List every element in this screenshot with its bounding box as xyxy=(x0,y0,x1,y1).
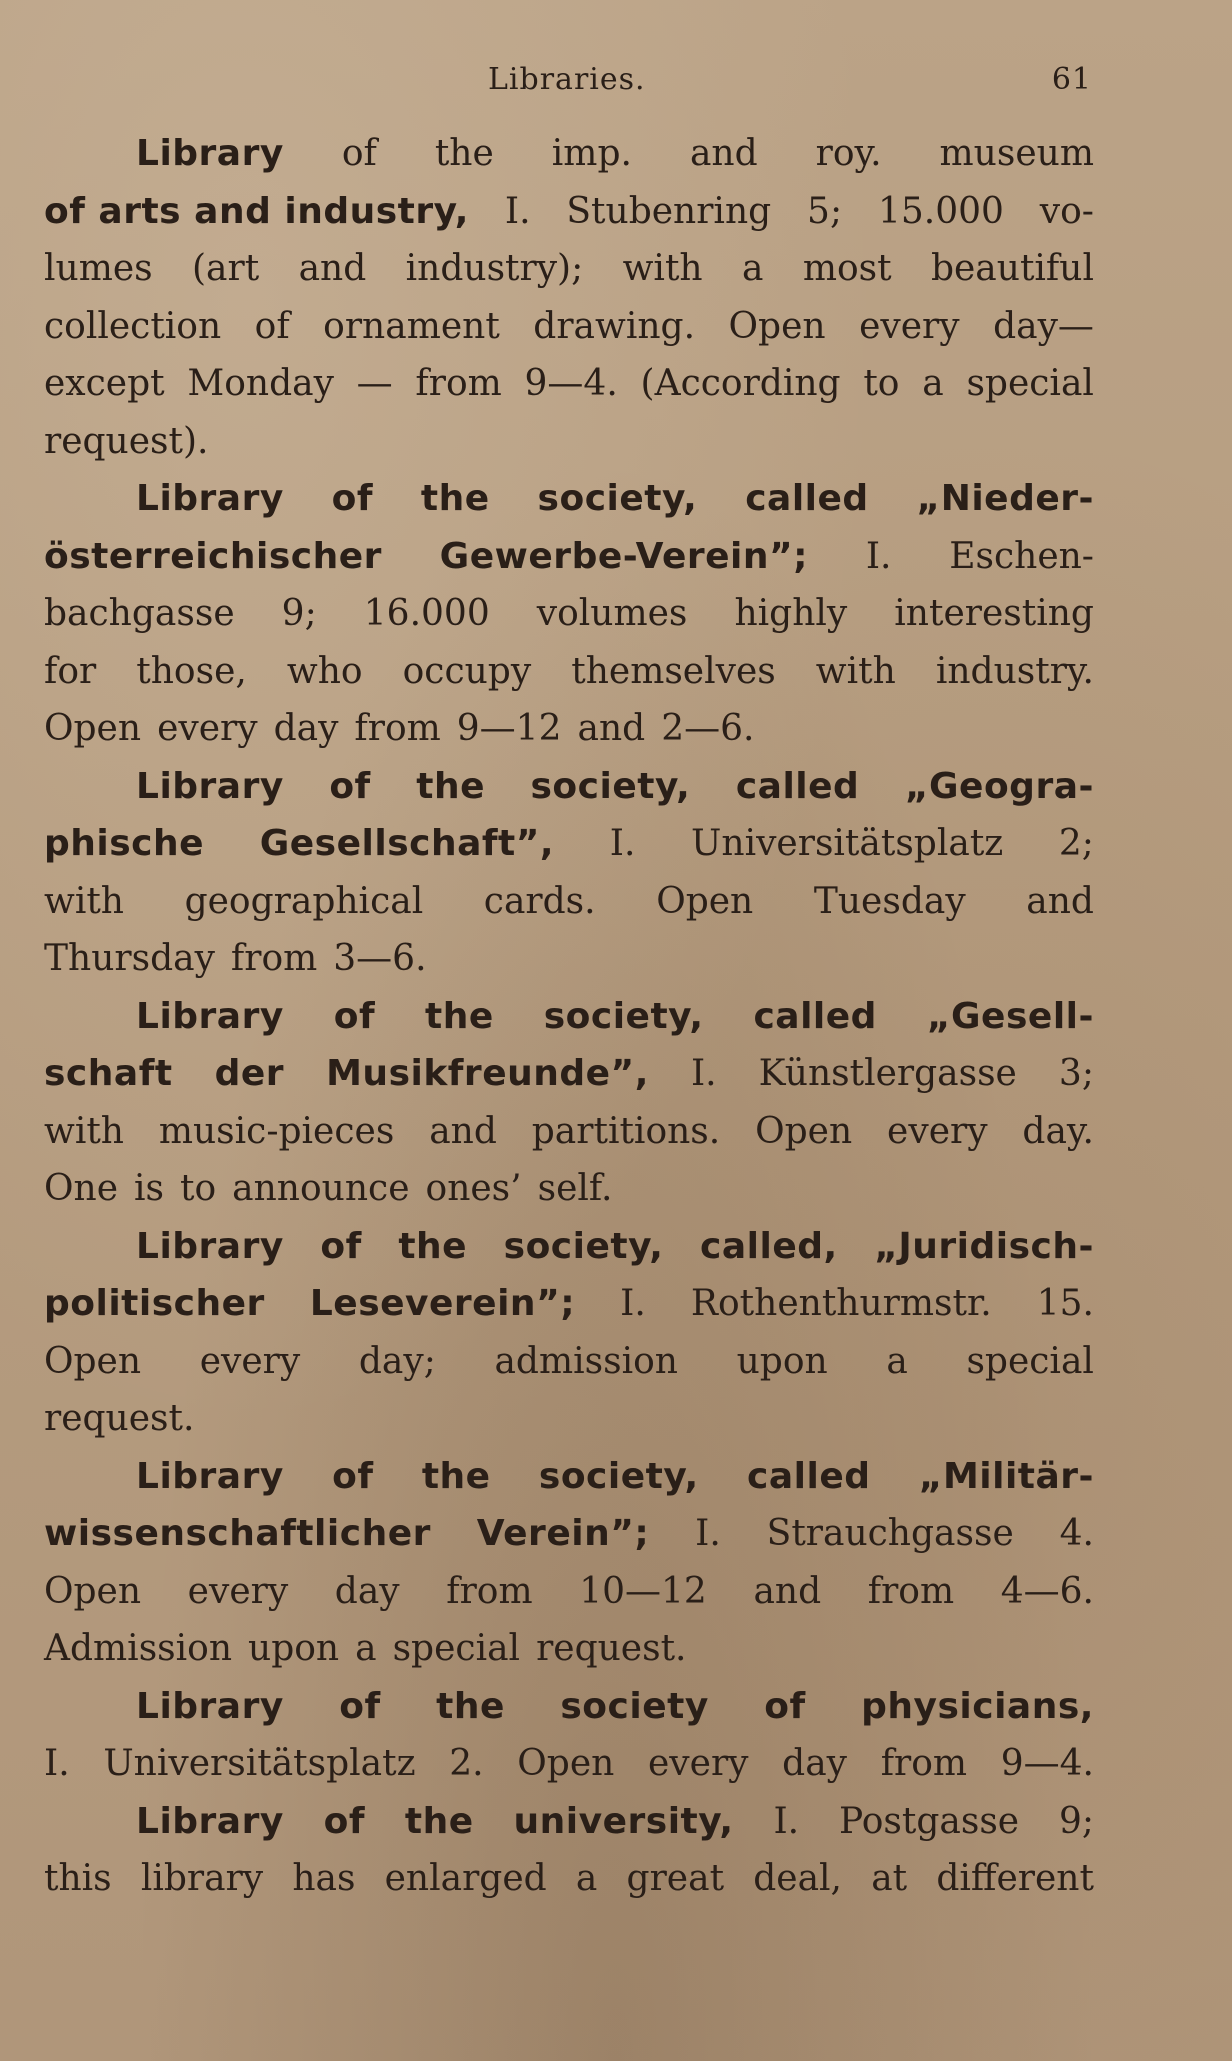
word: with xyxy=(622,248,703,289)
running-title: Libraries. xyxy=(488,62,646,97)
word: I. xyxy=(865,535,892,577)
word: those, xyxy=(136,650,247,692)
word: Rothenthurmstr. xyxy=(690,1283,992,1324)
word: except xyxy=(44,363,165,404)
text-line xyxy=(44,1505,1094,1563)
word: Künstlergasse xyxy=(758,1053,1017,1094)
word: every xyxy=(648,1743,749,1784)
word: and xyxy=(689,133,758,174)
word: with xyxy=(44,1110,124,1152)
word: day xyxy=(334,1570,400,1612)
text-line xyxy=(44,1103,1094,1161)
word: day; xyxy=(358,1340,436,1382)
word: 15. xyxy=(1036,1283,1094,1324)
word: drawing. xyxy=(533,305,696,347)
word: university, xyxy=(513,1800,734,1842)
word: the xyxy=(425,995,494,1037)
word: the xyxy=(434,133,494,174)
word: upon xyxy=(736,1340,828,1382)
word: physicians, xyxy=(861,1685,1094,1727)
word: Library xyxy=(136,1800,284,1842)
word: imp. xyxy=(551,133,632,174)
text-line xyxy=(44,1045,1094,1103)
text-line xyxy=(44,758,1094,816)
word: with xyxy=(815,650,896,692)
word: museum xyxy=(939,133,1094,174)
word: österreichischer xyxy=(44,535,382,577)
text-line xyxy=(44,1448,1094,1506)
word: 4—6. xyxy=(1000,1570,1094,1612)
word: of xyxy=(333,995,376,1037)
word: Library xyxy=(136,1225,284,1267)
text-line xyxy=(44,1160,1094,1218)
word: 2. xyxy=(449,1743,484,1784)
word: occupy xyxy=(402,650,532,692)
word: of arts and industry, xyxy=(44,190,469,232)
word: Open xyxy=(755,1110,853,1152)
word: of xyxy=(332,1455,374,1497)
text-line xyxy=(44,183,1094,241)
text-line xyxy=(44,125,1094,183)
text-line xyxy=(44,643,1094,701)
word: Monday xyxy=(187,363,334,404)
word: library xyxy=(140,1858,264,1899)
word: a xyxy=(355,1628,377,1669)
word: and xyxy=(753,1570,822,1612)
word: from xyxy=(446,1570,533,1612)
word: Musikfreunde”, xyxy=(326,1053,649,1094)
word: Eschen- xyxy=(949,535,1094,577)
word: (art xyxy=(192,248,260,289)
word: a xyxy=(741,248,764,289)
word: interesting xyxy=(894,593,1094,634)
word: Tuesday xyxy=(813,880,966,922)
word: volumes xyxy=(536,593,688,634)
word: special xyxy=(392,1628,521,1669)
word: Universitätsplatz xyxy=(691,823,1004,864)
word: music-pieces xyxy=(158,1110,395,1152)
body-text xyxy=(44,125,1094,1908)
word: „Geogra- xyxy=(904,765,1094,807)
text-line xyxy=(44,988,1094,1046)
word: cards. xyxy=(483,880,596,922)
word: every xyxy=(157,708,258,749)
word: „Juridisch- xyxy=(874,1225,1094,1267)
word: 10—12 xyxy=(579,1570,707,1612)
word: great xyxy=(626,1858,725,1899)
word: request. xyxy=(44,1398,195,1439)
word: 9—12 xyxy=(456,708,562,749)
word: 3; xyxy=(1058,1053,1094,1094)
word: I. xyxy=(620,1283,646,1324)
text-line xyxy=(44,413,1094,471)
word: called, xyxy=(700,1225,838,1267)
word: has xyxy=(292,1858,356,1899)
word: deal, xyxy=(753,1858,843,1899)
text-line xyxy=(44,1218,1094,1276)
word: 3—6. xyxy=(333,938,427,979)
text-line xyxy=(44,930,1094,988)
text-line xyxy=(44,700,1094,758)
word: day— xyxy=(993,305,1094,347)
word: the xyxy=(420,478,490,519)
word: special xyxy=(966,363,1094,404)
word: and xyxy=(1026,880,1094,922)
word: the xyxy=(436,1685,505,1727)
word: a xyxy=(575,1858,598,1899)
word: to xyxy=(180,1168,217,1209)
word: Admission xyxy=(44,1628,233,1669)
word: every xyxy=(887,1110,988,1152)
word: upon xyxy=(248,1628,340,1669)
word: I. xyxy=(504,190,531,232)
word: is xyxy=(134,1168,165,1209)
word: from xyxy=(867,1570,955,1612)
word: ones’ xyxy=(425,1168,522,1209)
word: — xyxy=(356,363,393,404)
word: geographical xyxy=(184,880,424,922)
word: 2—6. xyxy=(661,708,755,749)
word: of xyxy=(331,478,374,519)
word: at xyxy=(871,1858,908,1899)
word: Open xyxy=(44,708,142,749)
word: Strauchgasse xyxy=(766,1513,1014,1554)
word: Universitätsplatz xyxy=(103,1743,416,1784)
word: a xyxy=(886,1340,908,1382)
word: 5; xyxy=(807,190,843,232)
word: roy. xyxy=(815,133,882,174)
word: industry. xyxy=(935,650,1094,692)
word: to xyxy=(863,363,900,404)
word: politischer xyxy=(44,1283,265,1324)
word: from xyxy=(415,363,502,404)
word: a xyxy=(922,363,944,404)
word: Open xyxy=(656,880,754,922)
page-header xyxy=(0,62,1232,112)
text-line xyxy=(44,585,1094,643)
word: 15.000 xyxy=(877,190,1004,232)
word: Library xyxy=(136,478,284,519)
word: Library xyxy=(136,995,284,1037)
text-line xyxy=(44,873,1094,931)
word: from xyxy=(880,1743,968,1784)
text-line xyxy=(44,470,1094,528)
word: of xyxy=(341,133,377,174)
page-number: 61 xyxy=(1051,62,1092,97)
word: called xyxy=(735,765,860,807)
word: request). xyxy=(44,420,209,462)
text-line xyxy=(44,355,1094,413)
word: different xyxy=(936,1858,1094,1899)
word: Thursday xyxy=(44,938,215,979)
word: 9—4. xyxy=(524,363,618,404)
word: Open xyxy=(728,305,826,347)
word: beautiful xyxy=(930,248,1094,289)
word: every xyxy=(199,1340,301,1382)
word: called xyxy=(745,478,869,519)
word: called xyxy=(753,995,877,1037)
word: every xyxy=(187,1570,289,1612)
text-line xyxy=(44,528,1094,586)
word: society, xyxy=(530,765,691,807)
word: „Gesell- xyxy=(926,995,1094,1037)
word: announce xyxy=(232,1168,410,1209)
word: society xyxy=(560,1685,709,1727)
word: and xyxy=(298,248,367,289)
text-line xyxy=(44,1620,1094,1678)
word: 9—4. xyxy=(1000,1743,1094,1784)
text-line xyxy=(44,1333,1094,1391)
word: for xyxy=(44,650,97,692)
word: wissenschaftlicher xyxy=(44,1513,431,1554)
word: highly xyxy=(734,593,848,634)
word: vo- xyxy=(1039,190,1094,232)
word: bachgasse xyxy=(44,593,235,634)
word: I. xyxy=(773,1800,800,1842)
word: most xyxy=(802,248,892,289)
word: 4. xyxy=(1059,1513,1094,1554)
word: called xyxy=(747,1455,871,1497)
word: from xyxy=(354,708,441,749)
word: of xyxy=(254,305,290,347)
word: Library xyxy=(136,765,284,807)
word: I. xyxy=(609,823,636,864)
word: of xyxy=(320,1225,362,1267)
word: and xyxy=(577,708,646,749)
text-line xyxy=(44,1735,1094,1793)
word: and xyxy=(429,1110,497,1152)
word: lumes xyxy=(44,248,153,289)
word: ornament xyxy=(323,305,500,347)
word: Leseverein”; xyxy=(309,1283,576,1324)
word: phische xyxy=(44,823,205,864)
word: (According xyxy=(640,363,841,404)
word: of xyxy=(329,765,371,807)
text-line xyxy=(44,298,1094,356)
word: society, xyxy=(543,995,704,1037)
word: of xyxy=(323,1800,366,1842)
word: Open xyxy=(517,1743,615,1784)
word: the xyxy=(416,765,485,807)
word: the xyxy=(421,1455,491,1497)
word: enlarged xyxy=(384,1858,547,1899)
word: Gesellschaft”, xyxy=(259,823,555,864)
word: with xyxy=(44,880,124,922)
text-line xyxy=(44,1850,1094,1908)
word: themselves xyxy=(571,650,776,692)
word: society, xyxy=(538,1455,699,1497)
word: admission xyxy=(494,1340,678,1382)
word: the xyxy=(398,1225,468,1267)
word: Library xyxy=(136,133,284,174)
word: der xyxy=(214,1053,285,1094)
text-line xyxy=(44,1793,1094,1851)
word: 16.000 xyxy=(363,593,490,634)
word: day xyxy=(782,1743,848,1784)
word: Stubenring xyxy=(566,190,772,232)
word: society, xyxy=(537,478,698,519)
word: 9; xyxy=(1058,1800,1094,1842)
word: day xyxy=(273,708,339,749)
text-line xyxy=(44,815,1094,873)
word: special xyxy=(966,1340,1094,1382)
word: the xyxy=(404,1800,474,1842)
word: day. xyxy=(1022,1110,1094,1152)
word: I. xyxy=(44,1743,70,1784)
word: Library xyxy=(136,1455,284,1497)
word: Open xyxy=(44,1340,142,1382)
text-line xyxy=(44,1275,1094,1333)
word: self. xyxy=(537,1168,613,1209)
word: of xyxy=(339,1685,381,1727)
word: Library xyxy=(136,1685,284,1727)
word: Postgasse xyxy=(838,1800,1020,1842)
word: Verein”; xyxy=(476,1513,650,1554)
word: „Militär- xyxy=(918,1455,1094,1497)
word: this xyxy=(44,1858,112,1899)
word: schaft xyxy=(44,1053,173,1094)
word: request. xyxy=(536,1628,687,1669)
word: collection xyxy=(44,305,222,347)
word: I. xyxy=(690,1053,717,1094)
word: I. xyxy=(695,1513,721,1554)
text-line xyxy=(44,1678,1094,1736)
word: partitions. xyxy=(531,1110,721,1152)
text-line xyxy=(44,1563,1094,1621)
word: who xyxy=(286,650,363,692)
word: every xyxy=(859,305,960,347)
word: Open xyxy=(44,1570,142,1612)
word: 9; xyxy=(281,593,317,634)
word: „Nieder- xyxy=(916,478,1094,519)
text-line xyxy=(44,1390,1094,1448)
word: from xyxy=(230,938,318,979)
word: One xyxy=(44,1168,119,1209)
word: of xyxy=(764,1685,806,1727)
word: 2; xyxy=(1058,823,1094,864)
word: industry); xyxy=(405,248,584,289)
word: Gewerbe-Verein”; xyxy=(439,535,809,577)
text-line xyxy=(44,240,1094,298)
word: society, xyxy=(503,1225,664,1267)
